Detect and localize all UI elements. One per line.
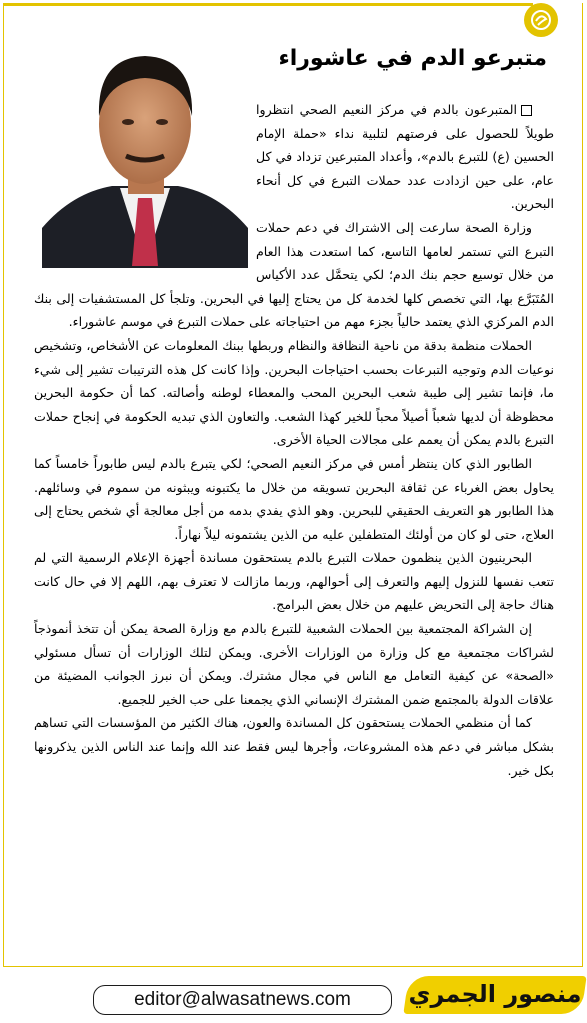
paragraph-marker-icon	[521, 105, 532, 116]
article-paragraph: وزارة الصحة سارعت إلى الاشتراك في دعم حملات التبرع التي تستمر لعامها التاسع، كما استعدت هذا العام من خلال توسيع حجم بنك الدم؛ لكي يتحمَّل عدد الأكياس المُتَبَرَّع بها، التي تخصص كلها لخدمة كل من يحتاج إليها في البحرين. وتلجأ كل المستشفيات إلى بنك الدم المركزي الذي يعتمد حالياً بجزء مهم من احتياجاته على حملات التبرع في موسم عاشوراء.	[34, 219, 554, 330]
article-paragraph: الحملات منظمة بدقة من ناحية النظافة والنظام وربطها ببنك المعلومات عن الأشخاص، وتشخيص نوعيات الدم وتوجيه التبرعات بحسب احتياجات البحرين. وإذا كانت كل هذه الترتيبات تشير إلى شيء ما، فإنما تشير إلى طيبة شعب البحرين المحب والمعطاء لوطنه وأصالته. كما أن حكومة البحرين محظوظة أن لديها شعباً أصيلاً محباً للخير كهذا الشعب. والتعاون الذي تبديه الحكومة في إنجاح حملات التبرع بالدم يمكن أن يعمم على مجالات الحياة الأخرى.	[34, 337, 554, 448]
article-body	[34, 98, 554, 958]
article-headline: متبرعو الدم في عاشوراء	[278, 46, 547, 71]
author-name: منصور الجمري	[408, 980, 582, 1008]
article-paragraph: كما أن منظمي الحملات يستحقون كل المساندة والعون، هناك الكثير من المؤسسات التي تساهم بشكل مباشر في دعم هذه المشروعات، وأجرها ليس فقط عند الله وإنما عند الناس الذين يذكرونها بكل خير.	[34, 715, 554, 778]
portrait-wrap-spacer	[34, 98, 248, 284]
article-paragraph: البحرينيون الذين ينظمون حملات التبرع بالدم يستحقون مساندة أجهزة الإعلام الرسمية التي لم تتعب نفسها للنزول إليهم والتعرف إلى أحوالهم، وربما مازالت لا تعترف بهم، اللهم إلا في حال كانت هناك حاجة إلى التحريض عليهم من خلال بعض البرامج.	[34, 550, 554, 613]
editor-email-link[interactable]: editor@alwasatnews.com	[93, 985, 392, 1015]
author-byline	[406, 970, 584, 1018]
article-paragraph: المتبرعون بالدم في مركز النعيم الصحي انتظروا طويلاً للحصول على فرصتهم لتلبية نداء «حملة الإمام الحسين (ع) للتبرع بالدم»، وأعداد المتبرعين تزداد في كل عام، على حين ازدادت عدد حملات التبرع في كل أنحاء البحرين.	[256, 102, 554, 212]
newspaper-logo-icon	[524, 3, 558, 37]
article-paragraph: الطابور الذي كان ينتظر أمس في مركز النعيم الصحي؛ لكي يتبرع بالدم ليس طابوراً خامساً كما يحاول بعض الغرباء عن ثقافة البحرين تسويقه من خلال ما يكتبونه ويبثونه من سموم في وسائلهم. هذا الطابور هو التعريف الحقيقي للبحرين. وهو الذي يفدي بدمه من أجل معالجة أي شخص يحتاج إلى العلاج، حتى لو كان من أولئك المتطفلين عليه من الذين يشتمونه ليلاً نهاراً.	[34, 455, 554, 542]
logo-glyph-icon	[529, 8, 553, 32]
article-paragraph: إن الشراكة المجتمعية بين الحملات الشعبية للتبرع بالدم مع وزارة الصحة يمكن أن تتخذ أنموذجاً لشراكات مجتمعية مع كل وزارة من الوزارات الأخرى. ويمكن لتلك الوزارات أن تسأل مسئولي «الصحة» عن كيفية التعامل مع الناس في مجال مشترك. ويمكن أن نبرز الجوانب المضيئة من علاقات الدولة بالمجتمع ضمن المشترك الإنساني الذي يجمعنا على حب الخير للجميع.	[34, 621, 554, 707]
